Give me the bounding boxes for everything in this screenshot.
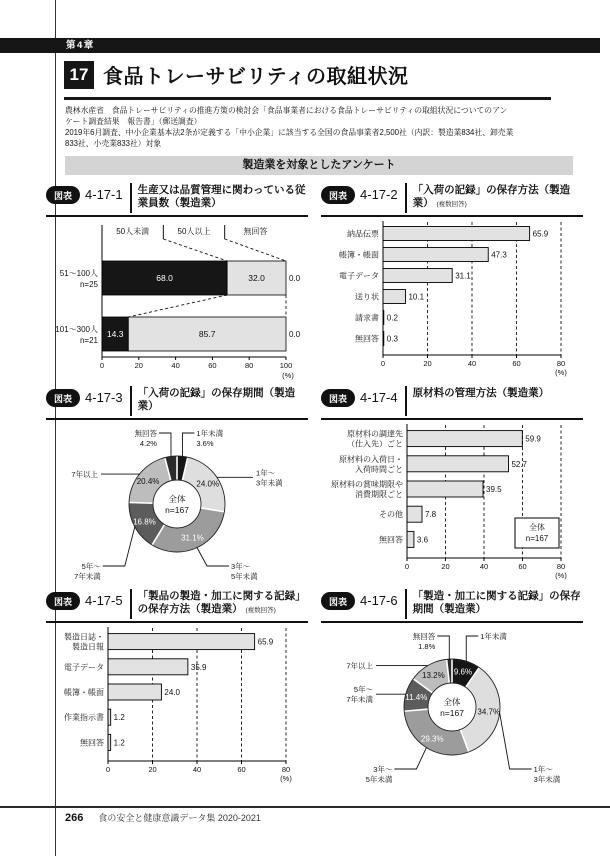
value-label: 24.0: [164, 688, 180, 697]
legend-connector: [225, 239, 286, 261]
legend-connector: [163, 239, 227, 261]
category-label: （仕入先）ごと: [347, 439, 403, 449]
value-label: 52.7: [511, 459, 528, 469]
category-label: 消費期限ごと: [355, 490, 403, 499]
chart-svg: [46, 420, 308, 584]
chapter-bar: 第4章: [0, 38, 600, 53]
donut-inner-outline: [428, 683, 476, 731]
figure-number: 4-17-1: [85, 187, 123, 202]
figure-title: 「入荷の記録」の保存期間（製造業）: [137, 387, 296, 412]
figure-4-17-2: [321, 183, 583, 381]
chart-svg: [46, 623, 308, 783]
slice-value-label: 11.4%: [405, 693, 428, 703]
chart-employees: [46, 217, 308, 381]
axis-tick-label: 20: [134, 361, 143, 370]
slice-value-label: 13.2%: [422, 671, 445, 681]
value-label: 3.6: [416, 535, 429, 545]
slice-name-label: 5年～: [81, 562, 101, 571]
chart-svg: [321, 623, 583, 787]
bar: [407, 431, 522, 447]
axis-tick-label: 60: [208, 361, 217, 370]
axis-tick-label: 40: [479, 562, 489, 571]
figure-title: 「入荷の記録」の保存方法（製造業）: [412, 184, 571, 209]
axis-tick-label: 0: [404, 562, 410, 571]
value-label: 0.0: [289, 330, 301, 339]
figure-number: 4-17-2: [360, 187, 398, 202]
axis-tick-label: 40: [171, 361, 180, 370]
axis-tick-label: 80: [281, 765, 291, 774]
bar: [383, 227, 530, 241]
legend-label: 50人未満: [116, 227, 150, 236]
sample-size-label: n=167: [525, 534, 549, 543]
value-label: 1.2: [113, 738, 125, 748]
chart-svg: [46, 217, 308, 381]
slice-name-label: 無回答: [134, 429, 157, 438]
bar: [407, 506, 422, 522]
figure-number: 4-17-4: [360, 390, 398, 405]
slice-name-label: 1年未満: [480, 632, 507, 641]
donut-center-label: n=167: [440, 708, 464, 718]
category-label: 無回答: [80, 738, 104, 748]
category-label: 納品伝票: [347, 229, 379, 239]
leader-line: [466, 636, 478, 661]
slice-value-label: 20.4%: [136, 476, 160, 486]
value-label: 68.0: [156, 273, 173, 283]
slice-name-label: 7年以上: [71, 470, 98, 480]
figure-badge: 図表: [321, 389, 355, 407]
value-label: 0.0: [289, 274, 301, 283]
axis-unit-label: (%): [280, 774, 292, 783]
footer-rule: [0, 806, 610, 808]
section-banner: 製造業を対象としたアンケート: [65, 156, 573, 175]
figure-header-divider: [130, 589, 132, 619]
chart-incoming-record-method: [321, 217, 583, 377]
figure-badge: 図表: [321, 592, 355, 610]
chart-production-record-period: [321, 623, 583, 787]
page-number: 266: [65, 812, 84, 824]
figure-header: [46, 386, 308, 420]
figure-header-divider: [130, 386, 132, 416]
category-label: 101～300人: [55, 325, 98, 334]
slice-name-label: 7年以上: [346, 661, 373, 671]
sample-size-label: 全体: [529, 523, 545, 532]
axis-tick-label: 40: [467, 359, 477, 368]
axis-tick-label: 100: [279, 361, 293, 370]
axis-unit-label: (%): [282, 371, 294, 380]
figure-title: 原材料の管理方法（製造業）: [412, 387, 550, 399]
value-label: 39.5: [486, 485, 502, 494]
figure-header: [46, 589, 308, 623]
slice-name-label: 無回答: [412, 632, 436, 641]
slice-name-label: 3年～: [373, 765, 393, 774]
slice-name-label: 3年～: [231, 562, 251, 571]
value-label: 59.9: [525, 434, 541, 444]
article-number-badge: 17: [64, 61, 94, 89]
value-label: 1.2: [113, 713, 125, 723]
slice-name-label: 5年未満: [365, 775, 393, 784]
value-label: 0.2: [386, 313, 398, 323]
axis-tick-label: 20: [148, 765, 157, 774]
value-label: 65.9: [532, 229, 549, 239]
leader-line: [197, 548, 229, 566]
figure-badge: 図表: [46, 389, 80, 407]
chart-svg: [321, 217, 583, 377]
axis-tick-label: 0: [105, 765, 111, 774]
value-label: 0.3: [386, 334, 398, 344]
axis-tick-label: 0: [99, 361, 105, 370]
survey-description-line: 2019年6月調査、中小企業基本法2条が定義する「中小企業」に該当する全国の食品事業者2,500社（内訳：製造業834社、卸売業: [65, 127, 514, 137]
figure-title: 生産又は品質管理に関わっている従業員数（製造業）: [137, 184, 306, 209]
bar: [407, 481, 483, 497]
slice-name-label: 7年未満: [346, 695, 373, 705]
slice-name-label: 4.2%: [139, 439, 157, 448]
slice-name-label: 1.8%: [418, 642, 436, 651]
leader-line: [159, 433, 171, 456]
category-label: 帳簿・帳面: [339, 250, 379, 260]
figure-header: [321, 183, 583, 217]
value-label: 85.7: [198, 329, 216, 339]
category-label: n=25: [79, 280, 98, 289]
category-label: その他: [379, 510, 403, 520]
slice-value-label: 9.6%: [453, 667, 473, 677]
figure-4-17-3: [46, 386, 308, 584]
category-label: 送り状: [355, 292, 379, 302]
survey-description-line: 農林水産省 食品トレーサビリティの推進方策の検討会「食品事業者における食品トレーサビリティの取組状況についてのアン: [65, 106, 508, 115]
figure-note: (複数回答): [436, 200, 467, 208]
axis-tick-label: 40: [192, 765, 202, 774]
value-label: 35.9: [190, 662, 207, 672]
category-label: 51～100人: [59, 269, 98, 278]
article-title-row: [64, 60, 409, 89]
figure-4-17-6: [321, 589, 583, 787]
category-label: 入荷時間ごと: [355, 464, 403, 474]
chart-svg: [321, 420, 583, 580]
axis-unit-label: (%): [555, 571, 567, 580]
donut-center-label: 全体: [168, 494, 186, 504]
figure-header-divider: [130, 183, 132, 213]
axis-tick-label: 60: [518, 562, 527, 571]
chart-production-record-method: [46, 623, 308, 783]
category-label: 原材料の賞味期限や: [331, 480, 403, 489]
figure-header: [46, 183, 308, 217]
value-label: 31.1: [455, 271, 471, 281]
slice-name-label: 5年未満: [231, 572, 258, 581]
figure-number: 4-17-6: [360, 593, 398, 608]
slice-name-label: 3.6%: [196, 439, 214, 448]
category-label: 製造日報: [72, 642, 104, 652]
slice-value-label: 29.3%: [420, 734, 444, 744]
slice-name-label: 3年未満: [533, 775, 561, 784]
page-footer: [65, 811, 261, 824]
value-label: 10.1: [408, 292, 425, 302]
category-label: 帳簿・帳面: [64, 688, 104, 697]
category-label: 作業指示書: [64, 713, 104, 723]
row-connector: [128, 295, 227, 317]
bar: [407, 531, 414, 547]
charts-grid: [46, 183, 583, 787]
figure-header: [321, 589, 583, 623]
bar: [383, 248, 488, 262]
figure-badge: 図表: [46, 592, 80, 610]
figure-4-17-1: [46, 183, 308, 381]
bar: [108, 684, 161, 700]
bar: [108, 634, 255, 650]
donut-center-label: 全体: [443, 697, 461, 707]
leader-line: [437, 636, 449, 659]
slice-value-label: 31.1%: [181, 533, 204, 543]
category-label: 電子データ: [64, 662, 104, 672]
figure-header-divider: [405, 589, 407, 619]
slice-name-label: 1年未満: [196, 429, 224, 438]
axis-tick-label: 80: [245, 361, 254, 370]
category-label: 無回答: [379, 535, 403, 545]
slice-name-label: 7年未満: [74, 572, 101, 581]
category-label: 製造日誌・: [64, 632, 104, 642]
chart-incoming-record-period: [46, 420, 308, 584]
figure-number: 4-17-5: [85, 593, 123, 608]
figure-note: (複数回答): [245, 606, 276, 614]
category-label: 請求書: [355, 313, 379, 323]
axis-tick-label: 0: [380, 359, 386, 368]
slice-name-label: 3年未満: [256, 478, 283, 488]
axis-tick-label: 80: [556, 562, 566, 571]
slice-separator: [129, 502, 154, 503]
axis-tick-label: 60: [512, 359, 521, 368]
figure-4-17-4: [321, 386, 583, 584]
category-label: n=21: [79, 336, 98, 345]
slice-value-label: 24.0%: [196, 479, 220, 489]
value-label: 47.3: [491, 250, 507, 260]
figure-title: 「製造・加工に関する記録」の保存期間（製造業）: [412, 590, 581, 615]
survey-description-line: 833社、小売業833社）対象: [65, 138, 162, 148]
category-label: 原材料の入荷日・: [339, 454, 403, 464]
legend-label: 無回答: [243, 227, 268, 236]
bar: [407, 456, 508, 472]
legend-label: 50人以上: [177, 227, 211, 236]
figure-header: [321, 386, 583, 420]
bar: [383, 290, 405, 304]
axis-tick-label: 80: [556, 359, 566, 368]
axis-unit-label: (%): [555, 368, 567, 377]
category-label: 無回答: [355, 334, 379, 344]
slice-name-label: 1年～: [256, 468, 276, 478]
value-label: 65.9: [257, 637, 274, 647]
slice-name-label: 1年～: [533, 765, 553, 774]
figure-number: 4-17-3: [85, 390, 123, 405]
axis-tick-label: 20: [423, 359, 432, 368]
leader-line: [103, 527, 135, 566]
figure-header-divider: [405, 183, 407, 213]
category-label: 原材料の調達先: [347, 429, 403, 439]
donut-center-label: n=167: [165, 505, 189, 515]
chart-raw-material-management: [321, 420, 583, 580]
leader-line: [394, 748, 426, 769]
value-label: 32.0: [248, 273, 265, 283]
survey-description-line: ケート調査結果 報告書」（郵送調査）: [65, 116, 202, 126]
axis-tick-label: 60: [237, 765, 246, 774]
figure-title: 「製品の製造・加工に関する記録」の保存方法（製造業）: [137, 590, 306, 615]
leader-line: [182, 433, 194, 456]
book-title: 食の安全と健康意識データ集 2020-2021: [98, 813, 261, 823]
figure-badge: 図表: [46, 186, 80, 204]
axis-tick-label: 20: [441, 562, 450, 571]
slice-value-label: 16.8%: [133, 517, 156, 527]
slice-name-label: 5年～: [353, 685, 373, 695]
title-underline: [64, 97, 551, 100]
survey-description: [65, 106, 585, 150]
bar: [383, 269, 452, 283]
value-label: 7.8: [425, 510, 437, 520]
figure-header-divider: [405, 386, 407, 416]
bar: [108, 659, 188, 675]
slice-value-label: 34.7%: [477, 707, 501, 717]
figure-badge: 図表: [321, 186, 355, 204]
page-title: 食品トレーサビリティの取組状況: [103, 66, 409, 88]
figure-4-17-5: [46, 589, 308, 787]
value-label: 14.3: [106, 329, 124, 339]
category-label: 電子データ: [339, 271, 379, 281]
donut-inner-outline: [153, 480, 201, 528]
leader-line: [500, 713, 532, 769]
